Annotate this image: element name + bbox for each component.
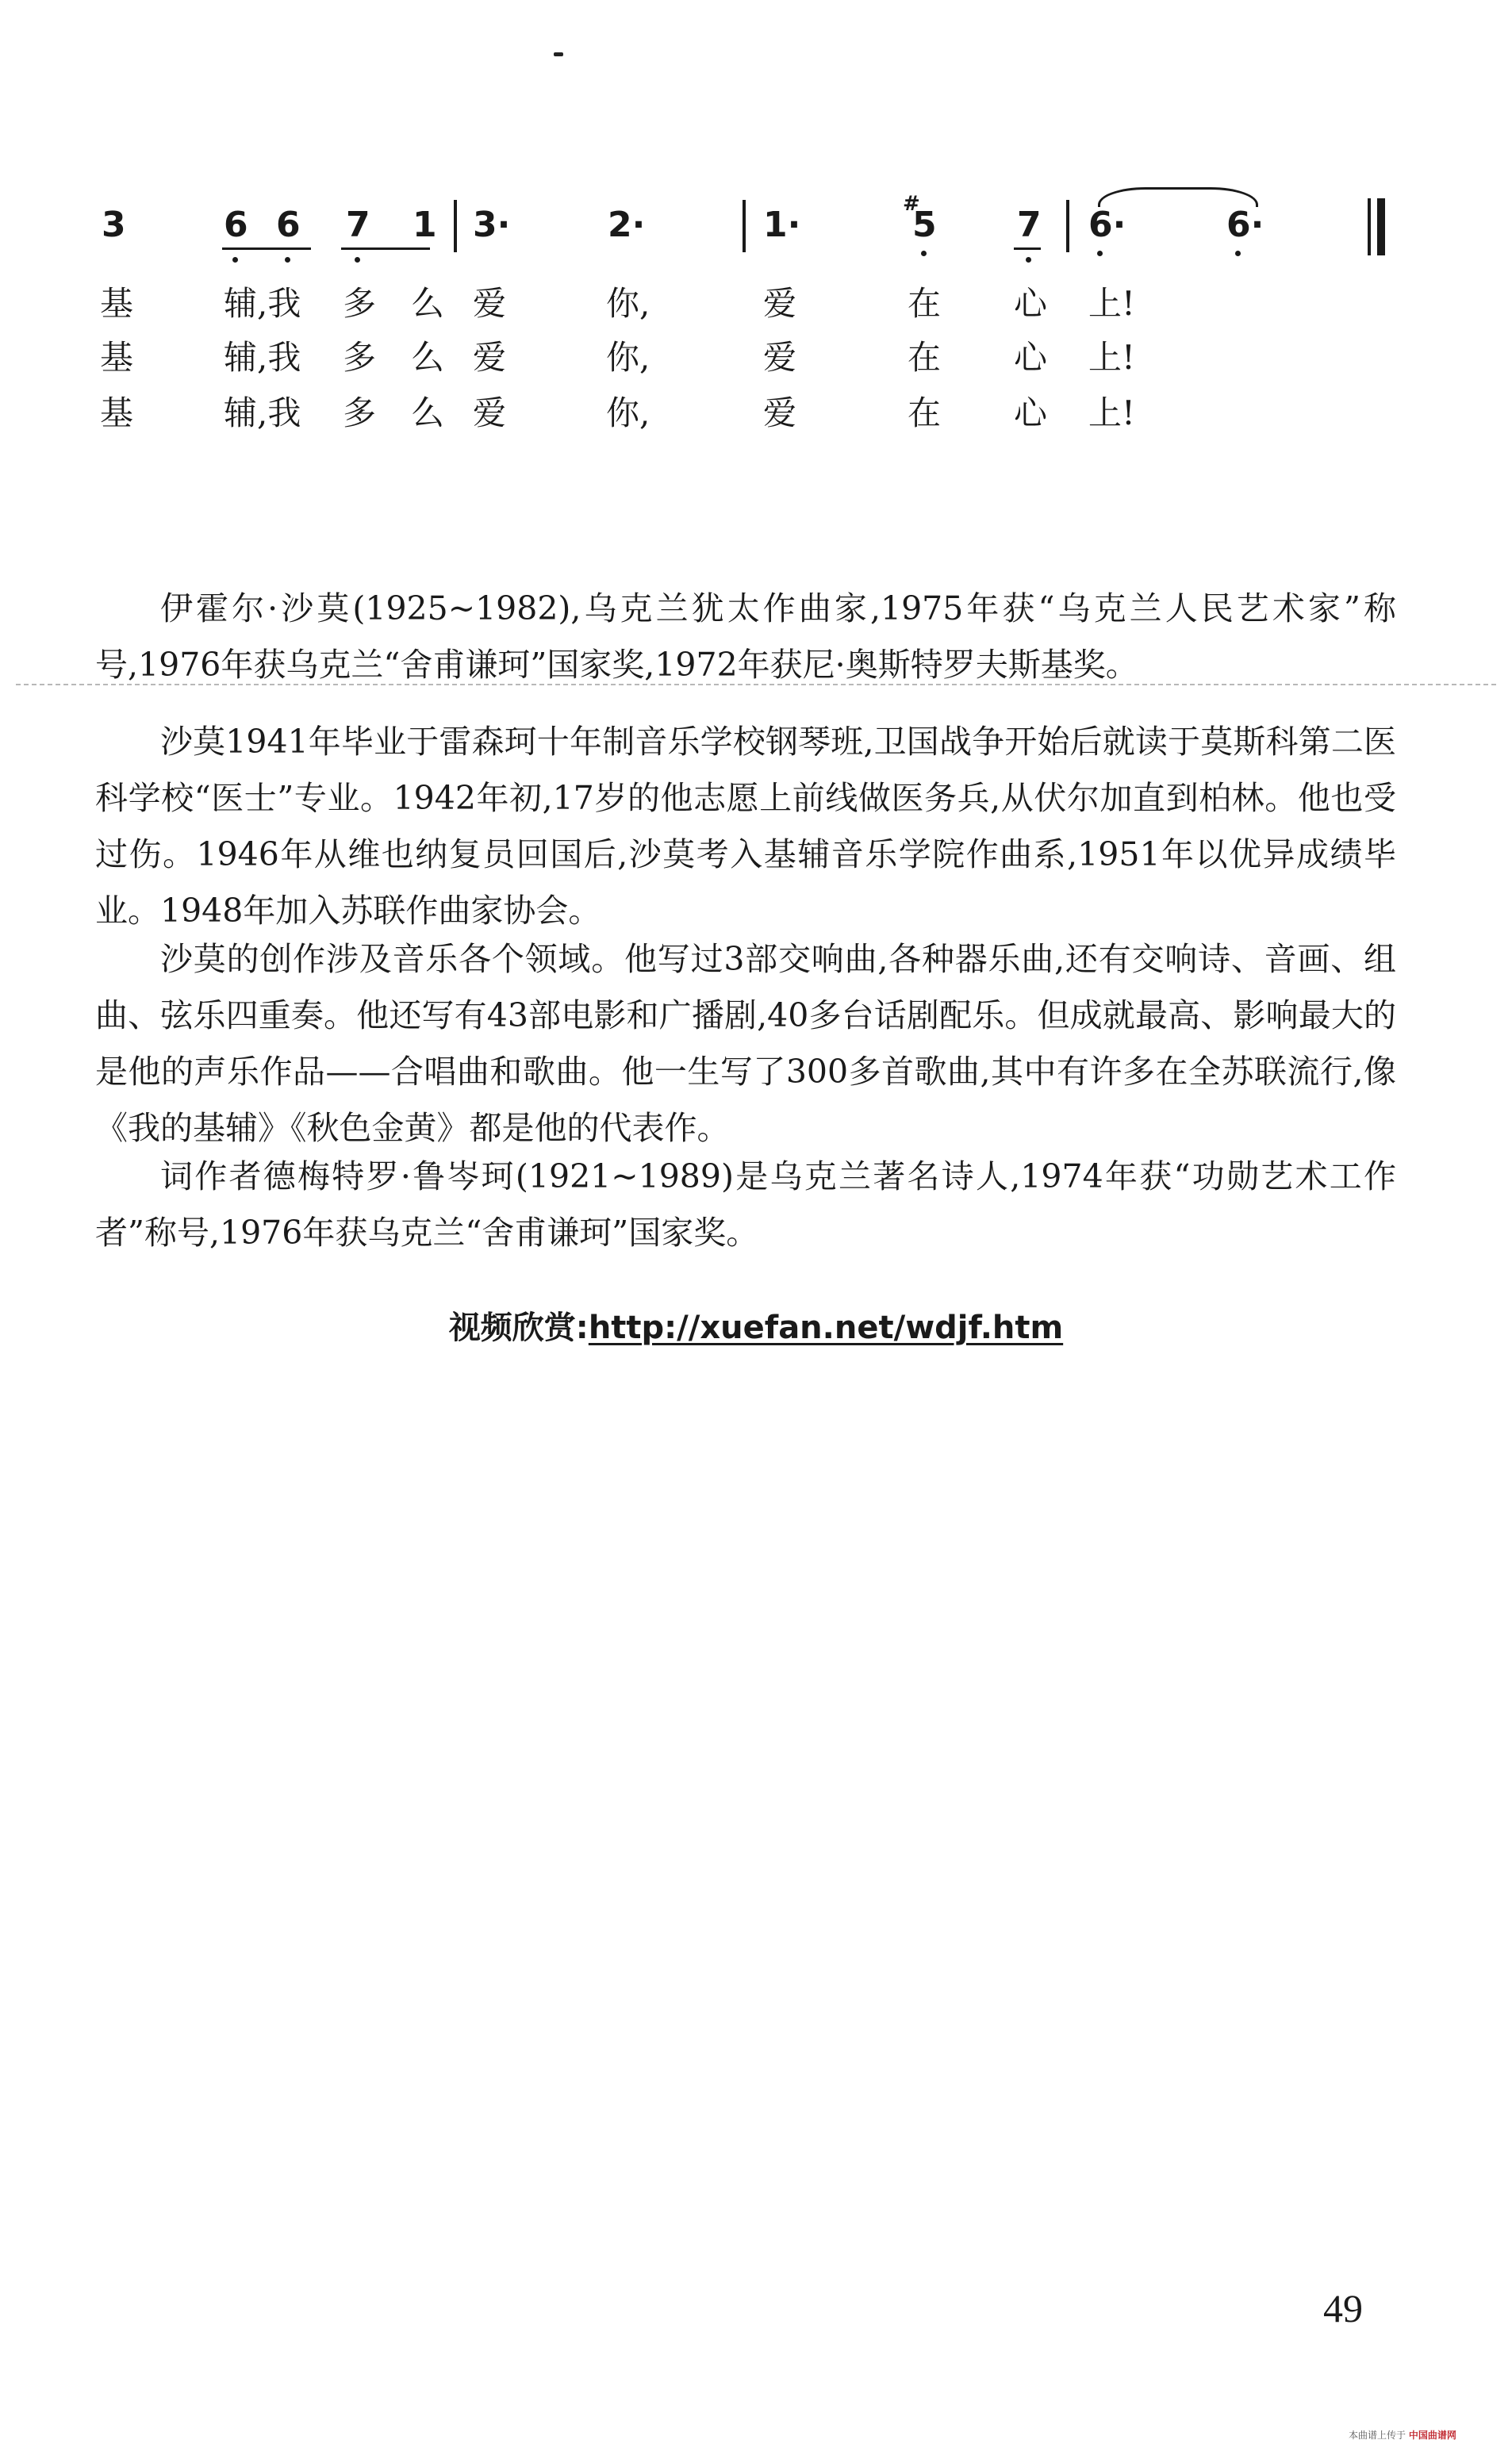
bar-line <box>1066 200 1069 252</box>
note: 5 <box>912 205 937 245</box>
octave-dot <box>285 257 290 263</box>
lyric-syllable: 心 <box>1014 338 1048 377</box>
lyric-syllable: 多 <box>343 338 377 377</box>
tie-arc <box>1098 187 1258 207</box>
lyric-syllable: 基 <box>100 284 134 323</box>
beam-underline <box>222 247 311 250</box>
octave-dot <box>1097 251 1103 256</box>
note: 6 <box>224 205 248 245</box>
final-bar-line-thin <box>1368 198 1371 255</box>
lyric-syllable: 爱 <box>473 284 507 323</box>
video-url-link[interactable]: http://xuefan.net/wdjf.htm <box>588 1310 1064 1346</box>
lyric-syllable: 上! <box>1088 338 1135 377</box>
note: 3· <box>473 205 511 245</box>
note: 6 <box>276 205 301 245</box>
note: 7 <box>346 205 370 245</box>
paragraph-composer-works: 沙莫的创作涉及音乐各个领域。他写过3部交响曲,各种器乐曲,还有交响诗、音画、组曲、弦乐四重奏。他还写有43部电影和广播剧,40多台话剧配乐。但成就最高、影响最大的是他的声乐作品——合唱曲和歌曲。他一生写了300多首歌曲,其中有许多在全苏联流行,像《我的基辅》《秋色金黄》都是他的代表作。 <box>95 940 1396 1147</box>
lyric-syllable: 基 <box>100 393 134 432</box>
lyric-syllable: 多 <box>343 284 377 323</box>
paragraph-composer-intro: 伊霍尔·沙莫(1925~1982),乌克兰犹太作曲家,1975年获“乌克兰人民艺术家”称号,1976年获乌克兰“舍甫谦珂”国家奖,1972年获尼·奥斯特罗夫斯基奖。 <box>95 589 1396 684</box>
page-number: 49 <box>1323 2286 1363 2330</box>
lyric-syllable: 么 <box>411 393 445 432</box>
note: 2· <box>608 205 646 245</box>
note: 3 <box>102 205 126 245</box>
site-watermark <box>1349 2427 1507 2443</box>
octave-dot <box>921 251 927 256</box>
lyric-syllable: 么 <box>411 284 445 323</box>
note: 6· <box>1088 205 1126 245</box>
bar-line <box>454 200 457 252</box>
lyric-syllable: 辅,我 <box>224 338 301 377</box>
lyric-syllable: 上! <box>1088 393 1135 432</box>
video-label: 视频欣赏: <box>448 1310 589 1346</box>
watermark-text: 本曲谱上传于 <box>1349 2430 1406 2441</box>
lyric-syllable: 爱 <box>763 338 797 377</box>
lyric-syllable: 你, <box>606 284 650 323</box>
lyric-syllable: 在 <box>908 338 942 377</box>
beam-underline <box>1014 247 1041 250</box>
bar-line <box>743 200 746 252</box>
lyric-syllable: 多 <box>343 393 377 432</box>
note: 7 <box>1017 205 1042 245</box>
paragraph-composer-biography: 沙莫1941年毕业于雷森珂十年制音乐学校钢琴班,卫国战争开始后就读于莫斯科第二医科学校“医士”专业。1942年初,17岁的他志愿上前线做医务兵,从伏尔加直到柏林。他也受过伤。1946年从维也纳复员回国后,沙莫考入基辅音乐学院作曲系,1951年以优异成绩毕业。1948年加入苏联作曲家协会。 <box>95 723 1396 930</box>
octave-dot <box>355 257 360 263</box>
lyric-syllable: 你, <box>606 393 650 432</box>
octave-dot <box>1026 257 1031 263</box>
lyric-syllable: 你, <box>606 338 650 377</box>
lyric-syllable: 爱 <box>763 393 797 432</box>
watermark-brand: 中国曲谱网 <box>1408 2430 1456 2441</box>
note: 6· <box>1226 205 1264 245</box>
paragraph-lyricist: 词作者德梅特罗·鲁岑珂(1921~1989)是乌克兰著名诗人,1974年获“功勋艺术工作者”称号,1976年获乌克兰“舍甫谦珂”国家奖。 <box>95 1157 1396 1252</box>
lyric-syllable: 基 <box>100 338 134 377</box>
lyric-syllable: 爱 <box>473 393 507 432</box>
lyric-syllable: 辅,我 <box>224 284 301 323</box>
video-link-line <box>0 1307 1512 1348</box>
sharp-sign: # <box>903 192 920 216</box>
final-bar-line-thick <box>1377 198 1385 255</box>
beam-underline <box>341 247 430 250</box>
lyric-syllable: 爱 <box>763 284 797 323</box>
note: 1· <box>763 205 801 245</box>
lyric-syllable: 心 <box>1014 393 1048 432</box>
lyric-syllable: 心 <box>1014 284 1048 323</box>
octave-dot <box>1235 251 1241 256</box>
lyric-syllable: 爱 <box>473 338 507 377</box>
lyric-syllable: 上! <box>1088 284 1135 323</box>
octave-dot <box>232 257 238 263</box>
music-score <box>0 0 1512 476</box>
lyric-syllable: 么 <box>411 338 445 377</box>
lyric-syllable: 在 <box>908 393 942 432</box>
lyric-syllable: 在 <box>908 284 942 323</box>
note: 1 <box>413 205 437 245</box>
lyric-syllable: 辅,我 <box>224 393 301 432</box>
